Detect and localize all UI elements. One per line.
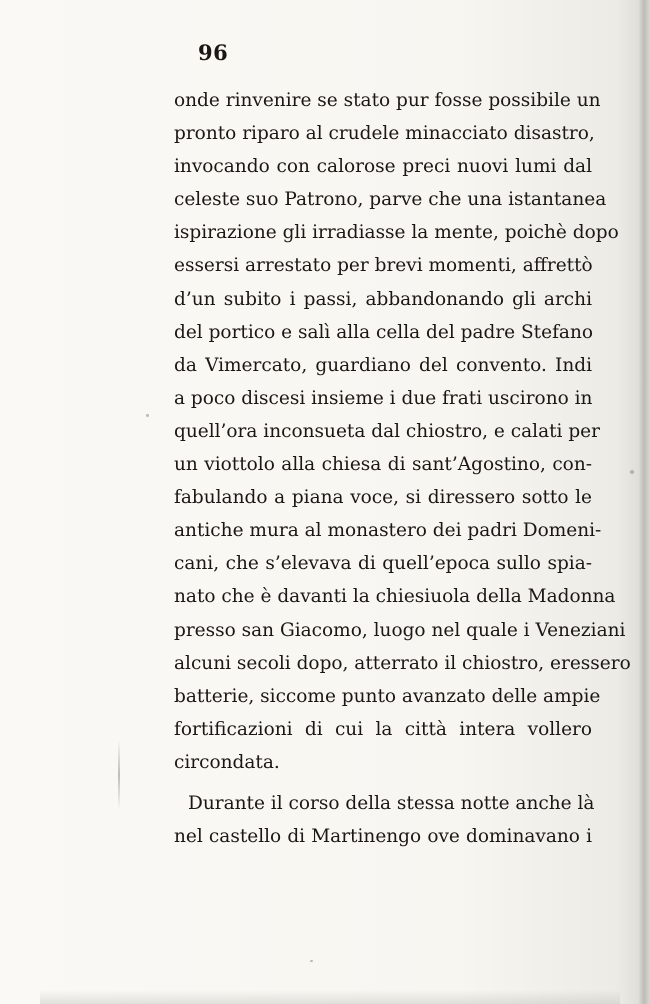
- bottom-edge-smudge: [40, 990, 620, 1004]
- page-edge-shadow: [638, 0, 650, 1004]
- text-line: fabulando a piana voce, si diressero sotto le: [174, 487, 592, 509]
- text-line: pronto riparo al crudele minacciato disastro,: [174, 123, 595, 145]
- body-text: [174, 84, 631, 853]
- text-line: presso san Giacomo, luogo nel quale i Veneziani: [174, 619, 626, 641]
- text-line: antiche mura al monastero dei padri Domeni-: [174, 520, 602, 542]
- text-line: celeste suo Patrono, parve che una istantanea: [174, 189, 607, 211]
- margin-stain: [118, 740, 120, 810]
- text-line: cani, che s’elevava di quell’epoca sullo spia-: [174, 553, 592, 575]
- text-line: un viottolo alla chiesa di sant’Agostino, con-: [174, 454, 592, 476]
- page-number: 96: [198, 40, 229, 65]
- text-line: quell’ora inconsueta dal chiostro, e calati per: [174, 420, 600, 442]
- text-line: onde rinvenire se stato pur fosse possibile un: [174, 90, 601, 111]
- text-line: invocando con calorose preci nuovi lumi dal: [174, 156, 592, 178]
- paragraph: [174, 84, 631, 779]
- text-line: alcuni secoli dopo, atterrato il chiostro, eressero: [174, 652, 631, 674]
- paper-speck: [630, 470, 634, 474]
- text-line: a poco discesi insieme i due frati uscirono in: [174, 387, 593, 409]
- paper-speck: [146, 414, 149, 417]
- text-line: nato che è davanti la chiesiuola della Madonna: [174, 586, 616, 608]
- text-line: da Vimercato, guardiano del convento. Indi: [174, 354, 592, 376]
- text-line: batterie, siccome punto avanzato delle ampie: [174, 685, 601, 707]
- text-line: d’un subito i passi, abbandonando gli archi: [174, 288, 592, 310]
- paragraph-gap: [174, 779, 592, 787]
- paragraph: [174, 787, 595, 853]
- text-line: circondata.: [174, 751, 280, 773]
- text-line: essersi arrestato per brevi momenti, affrettò: [174, 255, 593, 277]
- text-line: Durante il corso della stessa notte anche là: [188, 792, 595, 814]
- paper-speck: [310, 960, 313, 962]
- text-line: fortificazioni di cui la città intera vollero: [174, 718, 592, 740]
- text-line: nel castello di Martinengo ove dominavano i: [174, 826, 592, 848]
- text-line: ispirazione gli irradiasse la mente, poichè dopo: [174, 222, 619, 244]
- text-line: del portico e salì alla cella del padre Stefano: [174, 321, 593, 343]
